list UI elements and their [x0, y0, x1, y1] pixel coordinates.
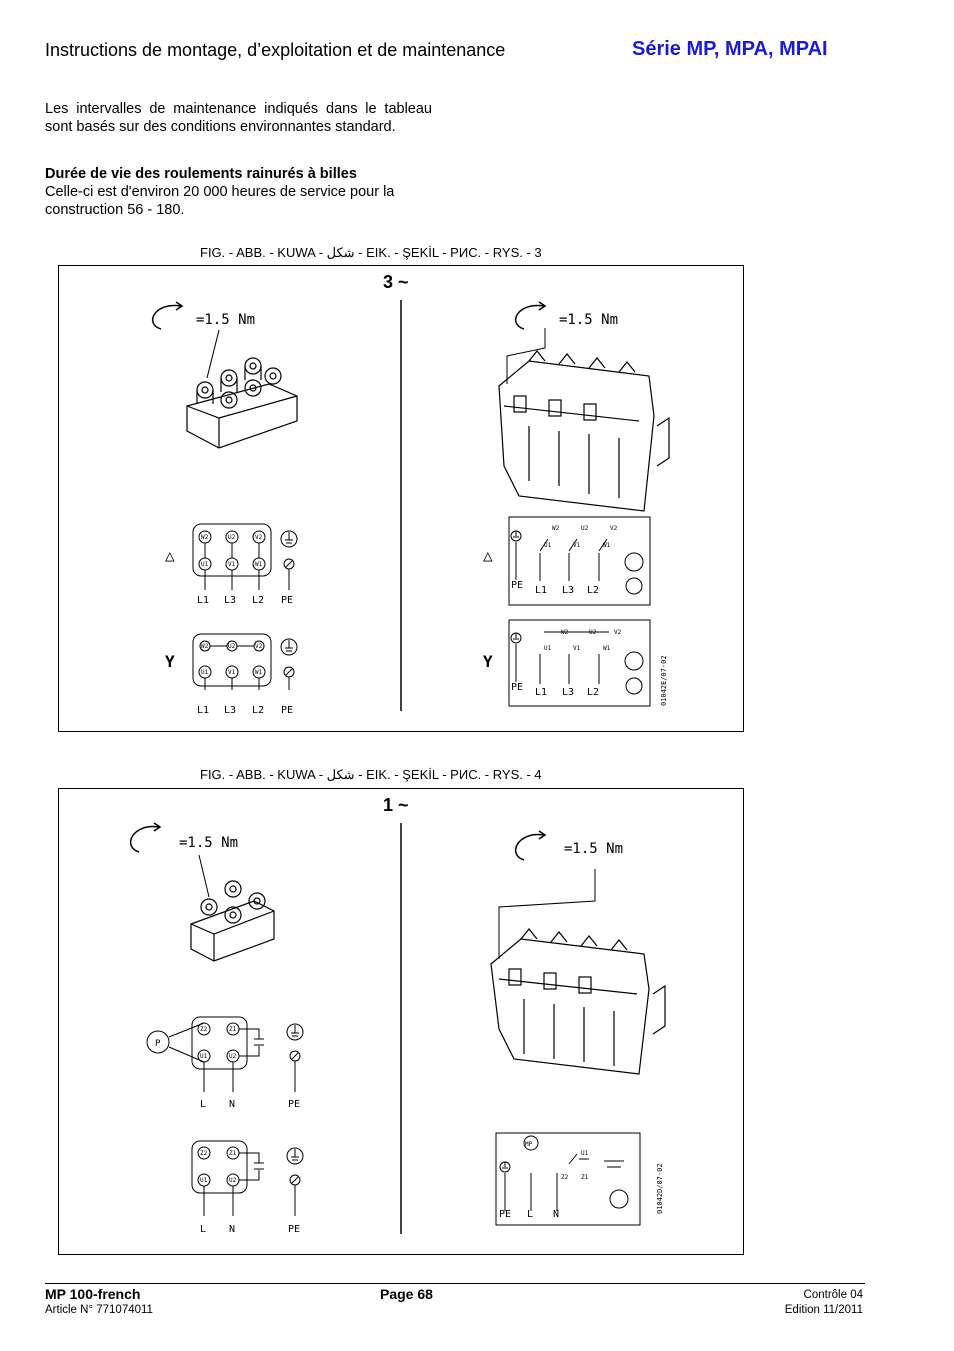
svg-text:L: L — [200, 1099, 207, 1110]
svg-text:U1: U1 — [544, 542, 552, 549]
svg-text:L2: L2 — [252, 595, 265, 606]
fig3-torque-arrow-right-icon — [516, 302, 545, 329]
fig3-box — [58, 265, 744, 732]
series-title: Série MP, MPA, MPAI — [632, 38, 828, 60]
svg-text:V1: V1 — [228, 561, 236, 568]
fig3-drawing-number: 01042E/07-02 — [660, 655, 668, 706]
fig3-star-schematic-labels — [511, 682, 599, 698]
fig4-phase: 1 ~ — [383, 795, 409, 815]
fig3-delta-left: △ — [165, 546, 175, 565]
svg-text:Z2: Z2 — [200, 1150, 208, 1157]
fig3-terminal-block-left-icon — [187, 358, 297, 448]
fig3-delta-right: △ — [483, 546, 493, 565]
svg-text:W2: W2 — [552, 525, 560, 532]
svg-text:Z2: Z2 — [200, 1026, 208, 1033]
footer-article: Article N° 771074011 — [45, 1304, 153, 1316]
fig4-torque-right: =1.5 Nm — [564, 841, 624, 857]
fig3-delta-schematic-right — [509, 517, 650, 605]
fig4-terminal-strip-right-icon — [491, 929, 665, 1074]
svg-text:L: L — [527, 1209, 534, 1220]
svg-text:U2: U2 — [581, 525, 589, 532]
svg-text:PE: PE — [499, 1209, 512, 1220]
svg-text:V1: V1 — [573, 645, 581, 652]
fig3-delta-wiring-left — [193, 524, 297, 590]
svg-text:U1: U1 — [201, 561, 209, 568]
svg-text:L: L — [200, 1224, 207, 1235]
svg-text:L1: L1 — [535, 585, 548, 596]
svg-text:PE: PE — [288, 1224, 301, 1235]
fig3-delta-line-labels — [197, 595, 293, 606]
fig4-left2-terminal-labels — [200, 1150, 237, 1184]
svg-text:W1: W1 — [255, 561, 263, 568]
fig4-caption: FIG. - ABB. - KUWA - شكل - EIK. - ŞEKİL - РИС. - RYS. - 4 — [200, 767, 542, 782]
svg-text:L3: L3 — [562, 687, 575, 698]
fig4-drawing — [59, 789, 743, 1254]
svg-text:W1: W1 — [255, 669, 263, 676]
svg-text:N: N — [553, 1209, 560, 1220]
fig4-p-label: P — [155, 1039, 161, 1049]
svg-text:PE: PE — [281, 595, 294, 606]
svg-text:PE: PE — [511, 682, 524, 693]
fig3-phase: 3 ~ — [383, 272, 409, 292]
fig4-torque-arrow-left-icon — [131, 823, 160, 852]
svg-text:L3: L3 — [224, 705, 237, 716]
svg-text:U1: U1 — [544, 645, 552, 652]
svg-text:U1: U1 — [200, 1177, 208, 1184]
bearing-title: Durée de vie des roulements rainurés à billes — [45, 166, 357, 182]
fig3-terminal-strip-right-icon — [499, 351, 669, 511]
svg-text:W2: W2 — [201, 534, 209, 541]
fig4-wiring-left-2 — [192, 1141, 303, 1216]
fig3-star-wiring-left — [193, 634, 297, 690]
svg-text:N: N — [229, 1224, 236, 1235]
svg-text:V2: V2 — [255, 534, 263, 541]
svg-text:W1: W1 — [603, 645, 611, 652]
document-title: Instructions de montage, d’exploitation et de maintenance — [45, 40, 506, 60]
svg-text:L2: L2 — [252, 705, 265, 716]
svg-text:PE: PE — [511, 580, 524, 591]
svg-text:U2: U2 — [228, 534, 236, 541]
svg-text:V2: V2 — [255, 643, 263, 650]
svg-text:U1: U1 — [581, 1150, 589, 1157]
svg-text:U1: U1 — [201, 669, 209, 676]
fig3-delta-schematic-terms — [544, 525, 618, 549]
fig3-star-left: Y — [165, 652, 175, 671]
footer-control: Contrôle 04 — [803, 1289, 863, 1301]
fig3-star-schematic-right — [509, 620, 650, 706]
fig4-mp-label: MP — [525, 1141, 533, 1148]
bearing-text: Celle-ci est d'environ 20 000 heures de service pour la construction 56 - 180. — [45, 184, 395, 218]
svg-text:W1: W1 — [603, 542, 611, 549]
fig3-torque-left: =1.5 Nm — [196, 312, 256, 328]
svg-text:W2: W2 — [201, 643, 209, 650]
fig4-wiring-p-left — [147, 1017, 303, 1092]
svg-text:V2: V2 — [614, 629, 622, 636]
fig4-left2-line-labels — [200, 1224, 300, 1235]
fig4-torque-arrow-right-icon — [516, 831, 545, 860]
svg-text:V2: V2 — [610, 525, 618, 532]
svg-text:L1: L1 — [535, 687, 548, 698]
svg-text:L2: L2 — [587, 585, 600, 596]
svg-text:Z1: Z1 — [229, 1026, 237, 1033]
fig3-star-line-labels — [197, 705, 293, 716]
footer-divider — [45, 1283, 865, 1284]
svg-text:U2: U2 — [229, 1177, 237, 1184]
svg-text:Z2: Z2 — [561, 1174, 569, 1181]
svg-text:N: N — [229, 1099, 236, 1110]
svg-text:V1: V1 — [228, 669, 236, 676]
fig3-star-right: Y — [483, 652, 493, 671]
fig3-drawing — [59, 266, 743, 731]
svg-text:Z1: Z1 — [581, 1174, 589, 1181]
svg-text:U1: U1 — [200, 1053, 208, 1060]
fig3-torque-arrow-left-icon — [153, 302, 182, 329]
svg-text:PE: PE — [281, 705, 294, 716]
footer-doc: MP 100-french — [45, 1286, 141, 1302]
svg-text:Z1: Z1 — [229, 1150, 237, 1157]
svg-text:V1: V1 — [573, 542, 581, 549]
maintenance-paragraph: Les intervalles de maintenance indiqués dans le tableau sont basés sur des conditions environnantes standard. — [45, 101, 432, 135]
fig3-torque-right: =1.5 Nm — [559, 312, 619, 328]
svg-text:L3: L3 — [224, 595, 237, 606]
svg-text:U2: U2 — [228, 643, 236, 650]
fig4-drawing-number: 01042D/07-02 — [656, 1163, 664, 1214]
footer-edition: Edition 11/2011 — [784, 1304, 863, 1316]
fig4-schematic-labels — [499, 1209, 559, 1220]
fig3-caption: FIG. - ABB. - KUWA - شكل - EIK. - ŞEKİL - РИС. - RYS. - 3 — [200, 245, 542, 260]
fig3-delta-schematic-labels — [511, 580, 599, 596]
svg-text:U2: U2 — [589, 629, 597, 636]
svg-text:L1: L1 — [197, 595, 210, 606]
fig4-torque-left: =1.5 Nm — [179, 835, 239, 851]
svg-text:PE: PE — [288, 1099, 301, 1110]
svg-text:L3: L3 — [562, 585, 575, 596]
svg-text:L2: L2 — [587, 687, 600, 698]
svg-text:W2: W2 — [561, 629, 569, 636]
fig4-box — [58, 788, 744, 1255]
svg-text:L1: L1 — [197, 705, 210, 716]
fig4-terminal-block-left-icon — [191, 881, 274, 961]
fig4-schematic-terms — [561, 1150, 589, 1181]
svg-text:U2: U2 — [229, 1053, 237, 1060]
fig4-p-terminal-labels — [200, 1026, 237, 1060]
fig4-p-line-labels — [200, 1099, 300, 1110]
footer-page: Page 68 — [380, 1286, 433, 1302]
